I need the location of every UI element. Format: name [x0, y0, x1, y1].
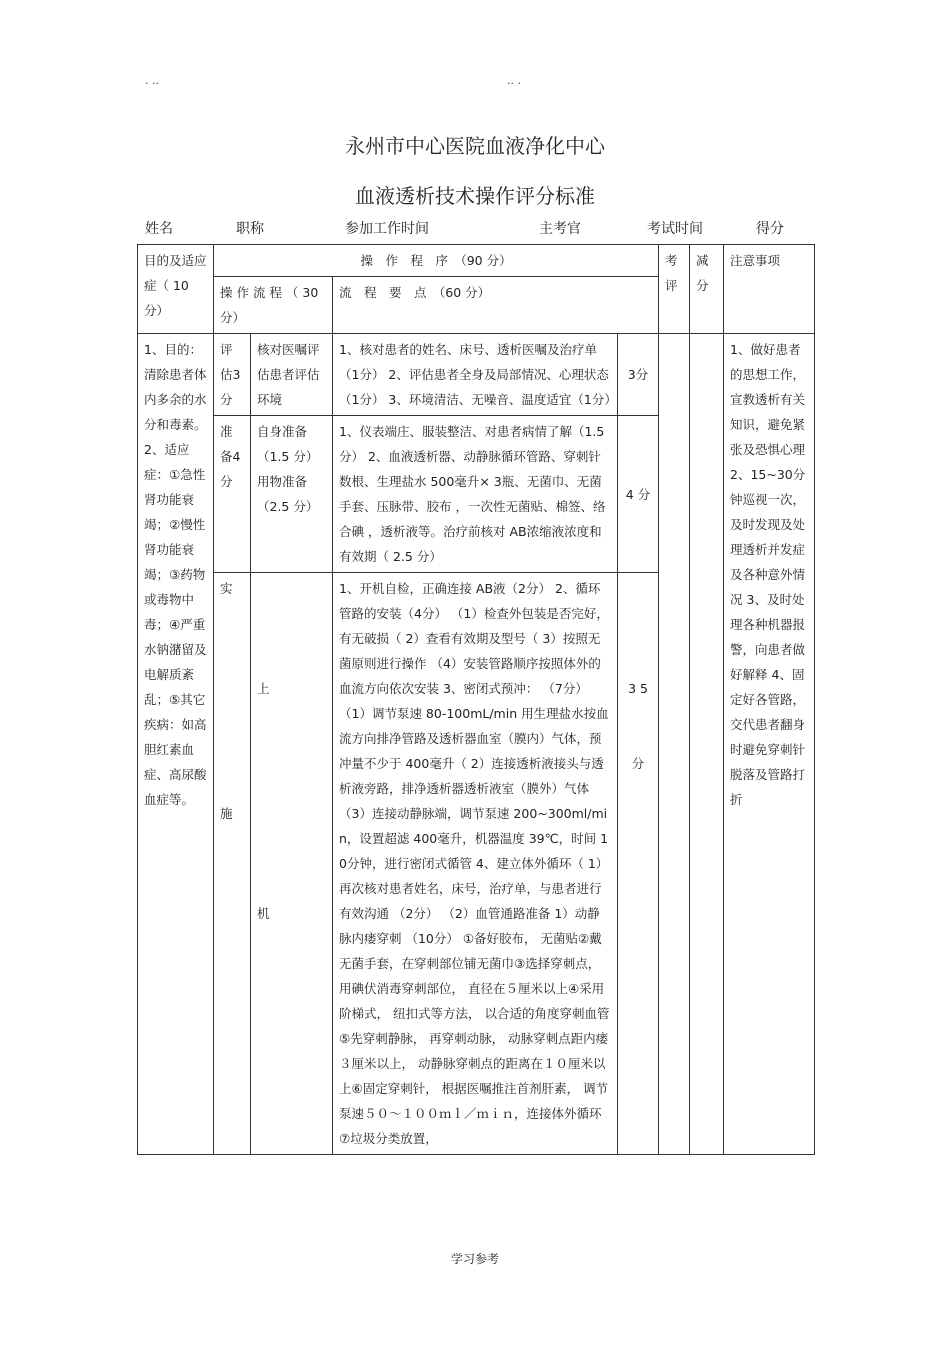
head-flow: 操 作 流 程 （ 30 分） — [214, 277, 333, 334]
head-procedure: 操 作 程 序 （90 分） — [214, 245, 659, 277]
field-examiner-label: 主考官 — [539, 221, 581, 237]
field-title-label: 职称 — [236, 221, 264, 237]
flow-implement-top: 上 — [257, 681, 270, 696]
head-deduct: 减分 — [690, 245, 724, 334]
phase-assess: 评估3分 — [214, 334, 251, 416]
header-dots-right: .. . — [507, 74, 521, 87]
notes-text: 1、做好患者的思想工作，宣教透析有关知识，避免紧张及恐惧心理 2、15~30分钟巡视一次，及时发现及处理透析并发症及各种意外情况 3、及时处理各种机器报警，向患者做好解释 4、固定好各管路，交代患者翻身时避免穿刺针脱落及管路打折 — [724, 334, 815, 1155]
scoring-table — [137, 244, 815, 1155]
head-eval: 考评 — [659, 245, 690, 334]
phase-implement — [214, 573, 251, 1155]
score-prepare: 4 分 — [618, 416, 659, 573]
eval-cell — [659, 334, 690, 1155]
field-name-label: 姓名 — [145, 221, 173, 237]
score-implement — [618, 573, 659, 1155]
field-score-label: 得分 — [756, 221, 784, 237]
head-notes: 注意事项 — [724, 245, 815, 334]
points-prepare: 1、仪表端庄、服装整洁、对患者病情了解（1.5 分） 2、血液透析器、动静脉循环管路、穿刺针数根、生理盐水 500毫升× 3瓶、无菌巾、无菌手套、压脉带、胶布 ，一次性无菌贴、棉签、络合碘 ，透析液等。治疗前核对 AB浓缩液浓度和有效期（ 2.5 分） — [333, 416, 618, 573]
flow-implement-bottom: 机 — [257, 906, 270, 921]
points-assess: 1、核对患者的姓名、床号、透析医嘱及治疗单（1分） 2、评估患者全身及局部情况、心理状态（1分） 3、环境清洁、无噪音、温度适宜（1分） — [333, 334, 618, 416]
phase-implement-bottom: 施 — [220, 806, 233, 821]
purpose-text: 1、目的：清除患者体内多余的水分和毒素。2、适应症：①急性肾功能衰竭；②慢性肾功能衰竭；③药物或毒物中毒；④严重水钠潴留及电解质紊乱；⑤其它疾病：如高胆红素血症、高尿酸血症等。 — [138, 334, 214, 1155]
phase-implement-top: 实 — [220, 581, 233, 596]
page-footer: 学习参考 — [450, 1252, 499, 1266]
score-implement-top: 3 5 — [628, 681, 648, 696]
score-implement-bottom: 分 — [631, 756, 645, 771]
field-exam-time-label: 考试时间 — [647, 221, 703, 237]
hospital-name: 永州市中心医院血液净化中心 — [345, 134, 605, 158]
flow-implement — [251, 573, 333, 1155]
deduct-cell — [690, 334, 724, 1155]
head-purpose: 目的及适应症（ 10分） — [138, 245, 214, 334]
phase-prepare: 准备4分 — [214, 416, 251, 573]
flow-assess: 核对医嘱评估患者评估环境 — [251, 334, 333, 416]
head-points: 流 程 要 点 （60 分） — [333, 277, 659, 334]
flow-prepare: 自身准备（1.5 分）用物准备（2.5 分） — [251, 416, 333, 573]
points-implement: 1、开机自检，正确连接 AB液（2分） 2、循环管路的安装（4分） （1）检查外包装是否完好，有无破损（ 2）查看有效期及型号（ 3）按照无菌原则进行操作 （4）安装管路顺序按照体外的血流方向依次安装 3、密闭式预冲： （7分） （1）调节泵速 80-100mL/min 用生理盐水按血流方向排净管路及透析器血室（膜内）气体，预冲量不少于 400毫升（ 2）连接透析液接头与透析液旁路，排净透析器透析液室（膜外）气体 （3）连接动静脉端，调节泵速 200~300ml/min，设置超滤 400毫升，机器温度 39℃，时间 10分钟，进行密闭式循管 4、建立体外循环（ 1）再次核对患者姓名，床号，治疗单，与患者进行有效沟通 （2分） （2）血管通路准备 1）动静脉内瘘穿刺 （10分） ①备好胶布， 无菌贴②戴无菌手套，在穿刺部位铺无菌巾③选择穿刺点， 用碘伏消毒穿刺部位， 直径在５厘米以上④采用阶梯式， 纽扣式等方法， 以合适的角度穿刺血管⑤先穿刺静脉， 再穿刺动脉， 动脉穿刺点距内瘘３厘米以上， 动静脉穿刺点的距离在１０厘米以上⑥固定穿刺针， 根据医嘱推注首剂肝素， 调节泵速５０～１００ｍｌ／ｍｉｎ，连接体外循环⑦垃圾分类放置， — [333, 573, 618, 1155]
header-dots-left: . .. — [145, 74, 159, 87]
score-assess: 3分 — [618, 334, 659, 416]
form-title: 血液透析技术操作评分标准 — [355, 184, 595, 208]
field-work-time-label: 参加工作时间 — [345, 221, 429, 237]
